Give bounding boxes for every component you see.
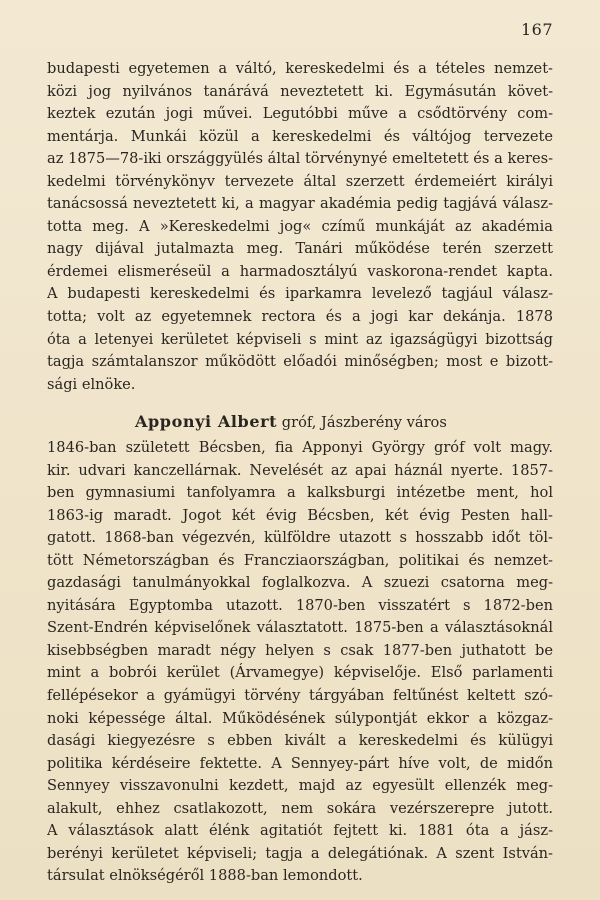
text-line: politika kérdéseire fektette. A Sennyey-párt híve volt, de midőn	[47, 754, 553, 772]
text-line: mint a bobrói kerület (Árvamegye) képviselője. Első parlamenti	[47, 664, 553, 682]
page-number: 167	[520, 20, 553, 39]
text-line: totta meg. A »Kereskedelmi jog« czímű munkáját az akadémia	[47, 217, 553, 235]
text-line: budapesti egyetemen a váltó, kereskedelmi és a tételes nemzet-	[47, 60, 553, 77]
text-line: nagy dijával jutalmazta meg. Tanári működése terén szerzett	[47, 240, 553, 258]
apponyi-biography	[47, 437, 553, 888]
text-line: 1846-ban született Bécsben, fia Apponyi György gróf volt magy.	[47, 439, 553, 456]
text-line: kisebbségben maradt négy helyen s csak 1877-ben juthatott be	[47, 641, 553, 659]
entry-name: Apponyi Albert	[135, 412, 278, 431]
text-line: gatott. 1868-ban végezvén, külföldre utazott s hosszabb időt töl-	[47, 529, 553, 547]
entry-title-rest: gróf, Jászberény város	[277, 414, 447, 431]
entry-heading	[47, 409, 553, 435]
text-line: nyitására Egyptomba utazott. 1870-ben visszatért s 1872-ben	[47, 596, 553, 614]
text-line: tanácsossá neveztetett ki, a magyar akadémia pedig tagjává válasz-	[47, 195, 553, 213]
text-line: tött Németországban és Francziaországban, politikai és nemzet-	[47, 551, 553, 569]
text-line: tagja számtalanszor működött előadói minőségben; most e bizott-	[47, 353, 553, 371]
text-line: kir. udvari kanczellárnak. Nevelését az apai háznál nyerte. 1857-	[47, 461, 553, 479]
text-line: keztek ezután jogi művei. Legutóbbi műve a csődtörvény com-	[47, 105, 553, 123]
text-line: noki képessége által. Működésének súlypontját ekkor a közgaz-	[47, 709, 553, 727]
text-line: érdemei elismeréseül a harmadosztályú vaskorona-rendet kapta.	[47, 262, 553, 280]
text-line: óta a letenyei kerületet képviseli s mint az igazságügyi bizottság	[47, 330, 553, 348]
text-line: 1863-ig maradt. Jogot két évig Bécsben, két évig Pesten hall-	[47, 506, 553, 524]
text-line: dasági kiegyezésre s ebben kivált a kereskedelmi és külügyi	[47, 732, 553, 750]
text-line: totta; volt az egyetemnek rectora és a jogi kar dekánja. 1878	[47, 308, 553, 326]
text-line: A budapesti kereskedelmi és iparkamra levelező tagjául válasz-	[47, 285, 553, 303]
text-line: fellépésekor a gyámügyi törvény tárgyában feltűnést keltett szó-	[47, 687, 553, 705]
text-line: kedelmi törvénykönyv tervezete által szerzett érdemeiért királyi	[47, 172, 553, 190]
text-line: sági elnöke.	[47, 375, 136, 393]
text-line: társulat elnökségéről 1888-ban lemondott.	[47, 867, 363, 885]
text-line: közi jog nyilvános tanárává neveztetett ki. Egymásután követ-	[47, 82, 553, 100]
text-line: mentárja. Munkái közül a kereskedelmi és váltójog tervezete	[47, 127, 553, 145]
text-line: ben gymnasiumi tanfolyamra a kalksburgi intézetbe ment, hol	[47, 484, 553, 502]
text-line: az 1875—78-iki országgyülés által törvénynyé emeltetett és a keres-	[47, 150, 553, 168]
text-line: gazdasági tanulmányokkal foglalkozva. A szuezi csatorna meg-	[47, 574, 553, 592]
heading-line	[47, 409, 553, 435]
text-line: Sennyey visszavonulni kezdett, majd az egyesült ellenzék meg-	[47, 777, 553, 795]
text-line: Szent-Endrén képviselőnek választatott. 1875-ben a választásoknál	[47, 619, 553, 637]
biography-continuation	[47, 58, 553, 396]
text-line: A választások alatt élénk agitatiót fejtett ki. 1881 óta a jász-	[47, 822, 553, 840]
text-line: alakult, ehhez csatlakozott, nem sokára vezérszerepre jutott.	[47, 799, 553, 817]
text-line: berényi kerületet képviseli; tagja a delegátiónak. A szent István-	[47, 844, 553, 862]
